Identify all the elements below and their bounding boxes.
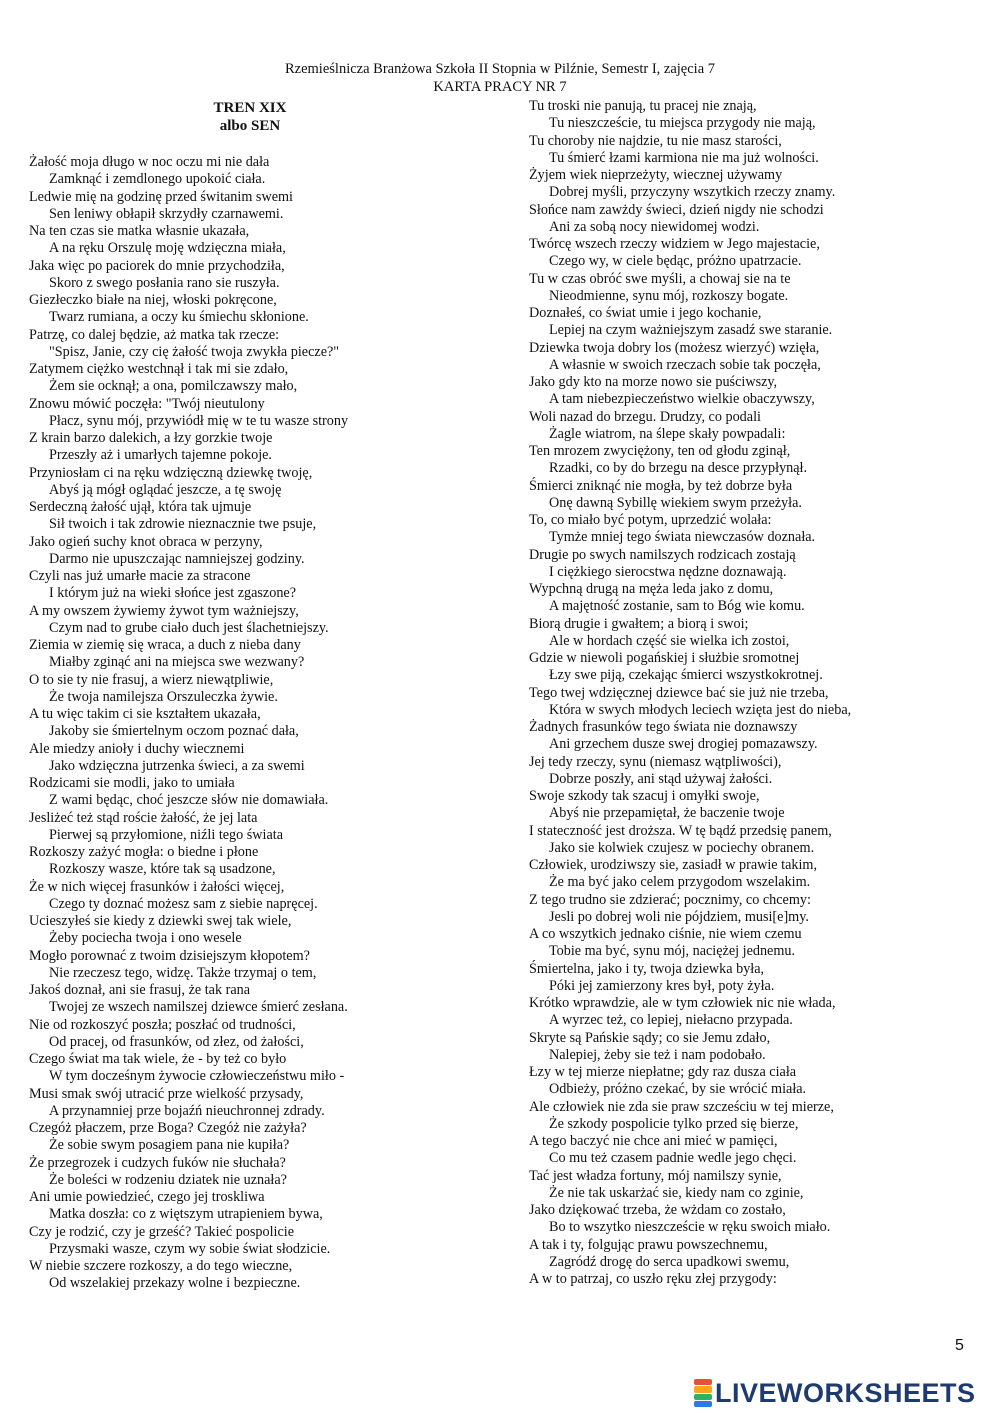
verse-line: Miałby zginąć ani na miejsca swe wezwany? <box>49 654 305 671</box>
verse-line: Ale miedzy anioły i duchy wiecznemi <box>29 740 245 757</box>
verse-line: Z tego trudno sie zdzierać; pocznimy, co chcemy: <box>529 891 811 908</box>
verse-line: Nalepiej, żeby sie też i nam podobało. <box>549 1046 766 1063</box>
verse-line: Tu choroby nie najdzie, tu nie masz starości, <box>529 132 782 149</box>
verse-line: Onę dawną Sybillę wiekiem swym przeżyła. <box>549 494 802 511</box>
verse-line: Że szkody pospolicie tylko przed się bierze, <box>549 1115 799 1132</box>
verse-line: A my owszem żywiemy żywot tym ważniejszy, <box>29 602 299 619</box>
verse-line: Na ten czas sie matka własnie ukazała, <box>29 223 250 239</box>
verse-line: Jako gdy kto na morze nowo sie puściwszy, <box>529 374 778 390</box>
verse-line: Że sobie swym posagiem pana nie kupiła? <box>49 1137 290 1154</box>
verse-line: A co wszytkich jednako ciśnie, nie wiem czemu <box>529 926 802 942</box>
verse-line: Czym nad to grube ciało duch jest ślachetniejszy. <box>49 619 329 636</box>
verse-line: Nie rzeczesz tego, widzę. Także trzymaj o tem, <box>49 964 317 981</box>
verse-line: Mogło porownać z twoim dzisiejszym kłopotem? <box>29 947 310 964</box>
verse-line: Płacz, synu mój, przywiódł mię w te tu wasze strony <box>49 412 349 429</box>
verse-line: Ten mrozem zwyciężony, ten od głodu zginął, <box>529 443 791 459</box>
verse-line: Gdzie w niewoli pogańskiej i służbie sromotnej <box>529 650 800 666</box>
poem-title <box>130 99 370 135</box>
verse-line: Patrzę, co dalej będzie, aż matka tak rzecze: <box>29 326 280 343</box>
brand-name: LIVEWORKSHEETS <box>715 1377 976 1408</box>
verse-line: Zatymem ciężko westchnął i tak mi sie zdało, <box>29 361 289 377</box>
verse-line: A przynamniej prze bojaźń nieuchronnej zdrady. <box>49 1102 325 1119</box>
verse-line: Od pracej, od frasunków, od złez, od żałości, <box>49 1033 304 1050</box>
verse-line: Przyniosłam ci na ręku wdzięczną dziewkę twoję, <box>29 464 313 481</box>
verse-line: Jako ogień suchy knot obraca w perzyny, <box>29 533 263 550</box>
verse-line: A w to patrzaj, co uszło ręku złej przygody: <box>529 1271 777 1287</box>
verse-line: Żyjem wiek nieprzeżyty, wiecznej używamy <box>529 167 783 183</box>
verse-line: I ciężkiego sierocstwa nędzne doznawają. <box>549 563 787 580</box>
verse-line: Jesliżeć też stąd roście żałość, że jej lata <box>29 809 258 826</box>
verse-line: Czyli nas już umarłe macie za stracone <box>29 568 251 584</box>
verse-line: A własnie w swoich rzeczach sobie tak poczęła, <box>549 356 821 373</box>
brand-logo[interactable] <box>694 1377 976 1409</box>
verse-line: Czegóż płaczem, prze Boga? Czegóż nie zażyła? <box>29 1120 307 1136</box>
verse-line: Ani umie powiedzieć, czego jej troskliwa <box>29 1189 265 1205</box>
verse-line: Nie od rozkoszyć poszła; poszłać od trudności, <box>29 1016 296 1033</box>
verse-line: Ani za sobą nocy niewidomej wodzi. <box>549 218 760 235</box>
verse-line: W tym docześnym żywocie człowieczeństwu miło - <box>49 1068 345 1085</box>
verse-line: Sen leniwy obłapił skrzydły czarnawemi. <box>49 205 284 222</box>
verse-line: Że boleści w rodzeniu dziatek nie uznała? <box>49 1171 287 1188</box>
verse-line: Znowu mówić poczęła: "Twój nieutulony <box>29 395 265 412</box>
verse-line: Skoro z swego posłania rano sie ruszyła. <box>49 274 280 291</box>
verse-line: Skryte są Pańskie sądy; co sie Jemu zdało, <box>529 1029 771 1046</box>
verse-line: Ziemia w ziemię się wraca, a duch z nieba dany <box>29 637 301 653</box>
verse-line: Jej tedy rzeczy, synu (niemasz wątpliwości), <box>529 753 782 770</box>
verse-line: Biorą drugie i gwałtem; a biorą i swoi; <box>529 615 749 632</box>
verse-line: Woli nazad do brzegu. Drudzy, co podali <box>529 408 761 425</box>
verse-line: Człowiek, urodziwszy sie, zasiadł w prawie takim, <box>529 857 818 873</box>
verse-line: Tymże mniej tego świata niewczasów doznała. <box>549 529 816 546</box>
verse-line: A tu więc takim ci sie kształtem ukazała, <box>29 706 261 722</box>
verse-line: Słońce nam zawżdy świeci, dzień nigdy nie schodzi <box>529 201 824 218</box>
worksheet-title: KARTA PRACY NR 7 <box>433 79 567 95</box>
school-title: Rzemieślnicza Branżowa Szkoła II Stopnia w Pilźnie, Semestr I, zajęcia 7 <box>284 61 716 77</box>
verse-line: A na ręku Orszulę moję wdzięczna miała, <box>49 240 286 257</box>
verse-line: Dobrze poszły, ani stąd używaj żałości. <box>549 770 773 787</box>
verse-line: Lepiej na czym ważniejszym zasadź swe staranie. <box>549 322 833 339</box>
verse-line: Drugie po swych namilszych rodzicach zostają <box>529 546 796 563</box>
verse-line: Jaka więc po paciorek do mnie przychodziła, <box>29 257 285 274</box>
verse-line: Rzadki, co by do brzegu na desce przypłynął. <box>549 460 808 477</box>
verse-line: Z krain barzo dalekich, a łzy gorzkie twoje <box>29 430 273 446</box>
verse-line: Łzy swe piją, czekając śmierci wszystkokrotnej. <box>549 667 823 684</box>
page-number: 5 <box>955 1337 964 1354</box>
verse-line: Od wszelakiej przekazy wolne i bezpieczne. <box>49 1275 301 1292</box>
verse-line: Ledwie mię na godzinę przed świtanim swemi <box>29 188 293 205</box>
verse-line: Zagródź drogę do serca upadkowi swemu, <box>549 1253 790 1270</box>
verse-line: Tobie ma być, synu mój, naciężej jednemu. <box>549 943 796 960</box>
verse-line: Swoje szkody tak szacuj i omyłki swoje, <box>529 788 760 804</box>
verse-line: Jesli po dobrej woli nie pójdziem, musi[e]my. <box>549 908 809 925</box>
verse-line: Żeby pociecha twoja i ono wesele <box>49 930 242 947</box>
verse-line: A majętność zostanie, sam to Bóg wie komu. <box>549 598 805 615</box>
verse-line: Co mu też czasem padnie wedle jego chęci. <box>549 1150 797 1167</box>
verse-line: To, co miało być potym, uprzedzić wolała: <box>529 512 772 528</box>
verse-line: A tak i ty, folgując prawu powszechnemu, <box>529 1236 768 1253</box>
logo-stripe <box>694 1394 712 1400</box>
verse-line: Żagle wiatrom, na ślepe skały powpadali: <box>549 425 786 442</box>
verse-line: Czego świat ma tak wiele, że - by też co było <box>29 1051 287 1067</box>
verse-line: Że w nich więcej frasunków i żałości więcej, <box>29 878 285 895</box>
verse-line: Śmiertelna, jako i ty, twoja dziewka była, <box>529 960 765 977</box>
verse-line: Że nie tak uskarżać sie, kiedy nam co zginie, <box>549 1184 804 1201</box>
verse-line: Darmo nie upuszczając namniejszej godziny. <box>49 550 305 567</box>
poem-title-main: TREN XIX <box>213 100 287 116</box>
verse-line: Żadnych frasunków tego świata nie doznawszy <box>529 719 798 735</box>
verse-line: Ucieszyłeś sie kiedy z dziewki swej tak wiele, <box>29 913 292 929</box>
verse-line: Tego twej wdzięcznej dziewce bać sie już nie trzeba, <box>529 684 829 701</box>
verse-line: Rozkoszy zażyć mogła: o biedne i płone <box>29 844 259 860</box>
verse-line: Nieodmienne, synu mój, rozkoszy bogate. <box>549 287 789 304</box>
poem-title-subtitle: albo SEN <box>219 118 281 134</box>
verse-line: Krótko wprawdzie, ale w tym człowiek nic nie włada, <box>529 995 836 1011</box>
verse-line: Tu w czas obróć swe myśli, a chowaj sie na te <box>529 270 791 287</box>
verse-line: Że twoja namilejsza Orszuleczka żywie. <box>49 688 278 705</box>
verse-line: Jako dziękować trzeba, że wżdam co zostało, <box>529 1202 786 1218</box>
verse-line: Doznałeś, co świat umie i jego kochanie, <box>529 305 762 321</box>
verse-line: Śmierci zniknąć nie mogła, by też dobrze była <box>529 477 793 494</box>
verse-line: Tu nieszczeście, tu miejsca przygody nie mają, <box>549 115 816 132</box>
verse-line: Jakoś doznał, ani sie frasuj, że tak rana <box>29 982 251 998</box>
verse-line: Ani grzechem dusze swej drogiej pomazawszy. <box>549 736 818 753</box>
verse-line: Że przegrozek i cudzych fuków nie słuchała? <box>29 1154 286 1171</box>
verse-line: Serdeczną żałość ujął, która tak ujmuje <box>29 499 252 515</box>
logo-stripe <box>694 1379 712 1385</box>
verse-line: "Spisz, Janie, czy cię żałość twoja zwykła piecze?" <box>49 343 340 360</box>
verse-line: Czego ty doznać możesz sam z siebie napręcej. <box>49 895 318 912</box>
verse-line: Przeszły aż i umarłych tajemne pokoje. <box>49 447 272 464</box>
verse-line: Póki jej zamierzony kres był, poty żyła. <box>549 977 775 994</box>
verse-line: I stateczność jest droższa. W tę bądź przedsię panem, <box>529 822 832 839</box>
verse-line: O to sie ty nie frasuj, a wierz niewątpliwie, <box>29 671 274 688</box>
verse-line: A tam niebezpieczeństwo wielkie obaczywszy, <box>549 391 815 408</box>
poem-left-column <box>29 154 499 1293</box>
verse-line: Giezłeczko białe na niej, włoski pokręcone, <box>29 292 277 308</box>
verse-line: Pierwej są przyłomione, niźli tego świata <box>49 826 284 843</box>
verse-line: A tego baczyć nie chce ani mieć w pamięci, <box>529 1133 778 1149</box>
verse-line: Czego wy, w ciele będąc, próżno upatrzacie. <box>549 253 802 270</box>
verse-line: Twarz rumiana, a oczy ku śmiechu skłonione. <box>49 309 309 326</box>
verse-line: Jakoby sie śmiertelnym oczom poznać dała, <box>49 723 299 740</box>
verse-line: Rozkoszy wasze, które tak są usadzone, <box>49 861 276 878</box>
logo-stripe <box>694 1401 712 1407</box>
verse-line: Zamknąć i zemdlonego upokoić ciała. <box>49 171 266 188</box>
verse-line: Łzy w tej mierze niepłatne; gdy raz dusza ciała <box>529 1064 797 1080</box>
verse-line: Twórcę wszech rzeczy widziem w Jego majestacie, <box>529 236 820 252</box>
liveworksheets-logo-icon <box>694 1379 712 1407</box>
verse-line: Tu śmierć łzami karmiona nie ma już wolności. <box>549 149 819 166</box>
verse-line: W niebie szczere rozkoszy, a do tego wieczne, <box>29 1258 293 1274</box>
verse-line: Abyś nie przepamiętał, że baczenie twoje <box>549 805 785 822</box>
verse-line: Matka doszła: co z więtszym utrapieniem bywa, <box>49 1206 323 1223</box>
verse-line: Przysmaki wasze, czym wy sobie świat słodzicie. <box>49 1240 331 1257</box>
verse-line: Tać jest władza fortuny, mój namilszy synie, <box>529 1167 782 1184</box>
verse-line: Tu troski nie panują, tu pracej nie znają, <box>529 98 757 114</box>
verse-line: Odbieży, próżno czekać, by sie wrócić miała. <box>549 1081 807 1098</box>
verse-line: Sił twoich i tak zdrowie nieznacznie twe psuje, <box>49 516 317 533</box>
verse-line: A wyrzec też, co lepiej, niełacno przypada. <box>549 1012 793 1029</box>
verse-line: Wypchną drugą na męża leda jako z domu, <box>529 581 774 597</box>
verse-line: Rodzicami sie modli, jako to umiała <box>29 775 235 791</box>
verse-line: Ale człowiek nie zda sie praw szcześciu w tej mierze, <box>529 1098 834 1115</box>
verse-line: Jako wdzięczna jutrzenka świeci, a za swemi <box>49 757 305 774</box>
verse-line: Jako sie kolwiek czujesz w pociechy obranem. <box>549 839 815 856</box>
verse-line: Dziewka twoja dobry los (możesz wierzyć) wzięła, <box>529 339 820 356</box>
verse-line: Abyś ją mógł oglądać jeszcze, a tę swoję <box>49 481 282 498</box>
logo-stripe <box>694 1386 712 1392</box>
verse-line: I którym już na wieki słońce jest zgaszone? <box>49 585 297 602</box>
verse-line: Z wami będąc, choć jeszcze słów nie domawiała. <box>49 792 329 809</box>
verse-line: Ale w hordach część sie wielka ich zostoi, <box>549 632 790 649</box>
verse-line: Musi smak swój utracić prze wielkość przysady, <box>29 1085 304 1102</box>
verse-line: Dobrej myśli, przyczyny wszytkich rzeczy znamy. <box>549 184 836 201</box>
verse-line: Czy je rodzić, czy je grześć? Takieć pospolicie <box>29 1223 295 1240</box>
verse-line: Twojej ze wszech namilszej dziewce śmierć zesłana. <box>49 999 348 1016</box>
verse-line: Żem sie ocknął; a ona, pomilczawszy mało, <box>49 378 298 395</box>
verse-line: Żałość moja długo w noc oczu mi nie dała <box>29 154 270 170</box>
verse-line: Że ma być jako celem przygodom wszelakim. <box>549 874 811 891</box>
poem-right-column <box>529 98 979 1288</box>
verse-line: Która w swych młodych leciech wzięta jest do nieba, <box>549 701 852 718</box>
verse-line: Bo to wszytko nieszczeście w ręku swoich miało. <box>549 1219 831 1236</box>
